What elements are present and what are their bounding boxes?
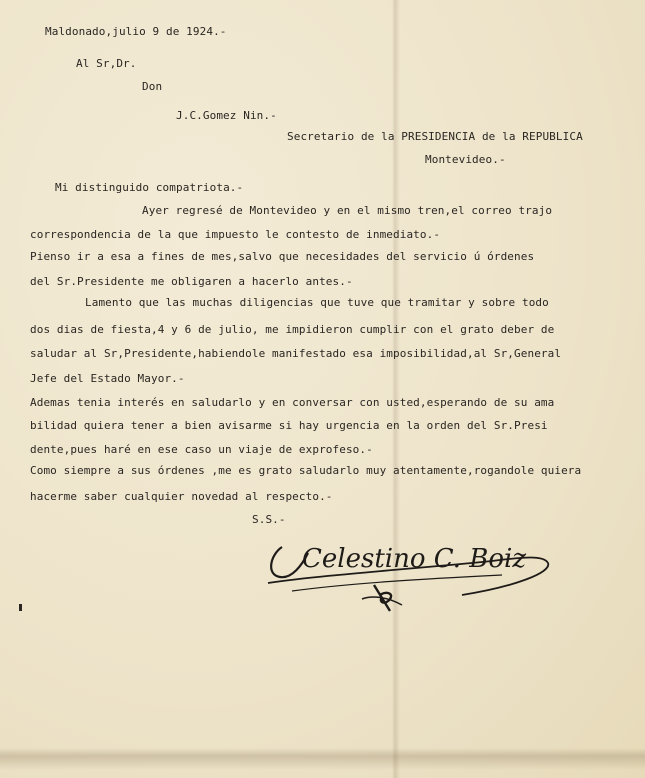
body-line: hacerme saber cualquier novedad al respecto.- (30, 490, 333, 503)
body-line: del Sr.Presidente me obligaren a hacerlo antes.- (30, 275, 353, 288)
body-line: Lamento que las muchas diligencias que tuve que tramitar y sobre todo (85, 296, 549, 309)
body-line: Como siempre a sus órdenes ,me es grato saludarlo muy atentamente,rogandole quiera (30, 464, 582, 477)
body-line: correspondencia de la que impuesto le contesto de inmediato.- (30, 228, 441, 241)
body-line: Ademas tenia interés en saludarlo y en conversar con usted,esperando de su ama (30, 396, 555, 409)
salutation-line-2: Don (142, 80, 163, 93)
body-line: Pienso ir a esa a fines de mes,salvo que necesidades del servicio ú órdenes (30, 250, 535, 263)
handwritten-signature (262, 525, 552, 620)
body-line: saludar al Sr,Presidente,habiendole manifestado esa imposibilidad,al Sr,General (30, 347, 562, 360)
greeting: Mi distinguido compatriota.- (55, 181, 244, 194)
signature-text: Celestino C. Boiz (302, 544, 527, 574)
body-line: bilidad quiera tener a bien avisarme si hay urgencia en la orden del Sr.Presi (30, 419, 548, 432)
body-line: dos dias de fiesta,4 y 6 de julio, me impidieron cumplir con el grato deber de (30, 323, 555, 336)
body-line: Jefe del Estado Mayor.- (30, 372, 185, 385)
recipient-name: J.C.Gomez Nin.- (176, 109, 277, 122)
date-line: Maldonado,julio 9 de 1924.- (45, 25, 227, 38)
salutation-line-1: Al Sr,Dr. (76, 57, 137, 70)
body-line: Ayer regresé de Montevideo y en el mismo tren,el correo trajo (142, 204, 553, 217)
recipient-city: Montevideo.- (425, 153, 506, 166)
recipient-title: Secretario de la PRESIDENCIA de la REPUBLICA (287, 130, 583, 143)
closing: S.S.- (252, 513, 286, 526)
ink-mark (19, 604, 22, 611)
body-line: dente,pues haré en ese caso un viaje de exprofeso.- (30, 443, 373, 456)
